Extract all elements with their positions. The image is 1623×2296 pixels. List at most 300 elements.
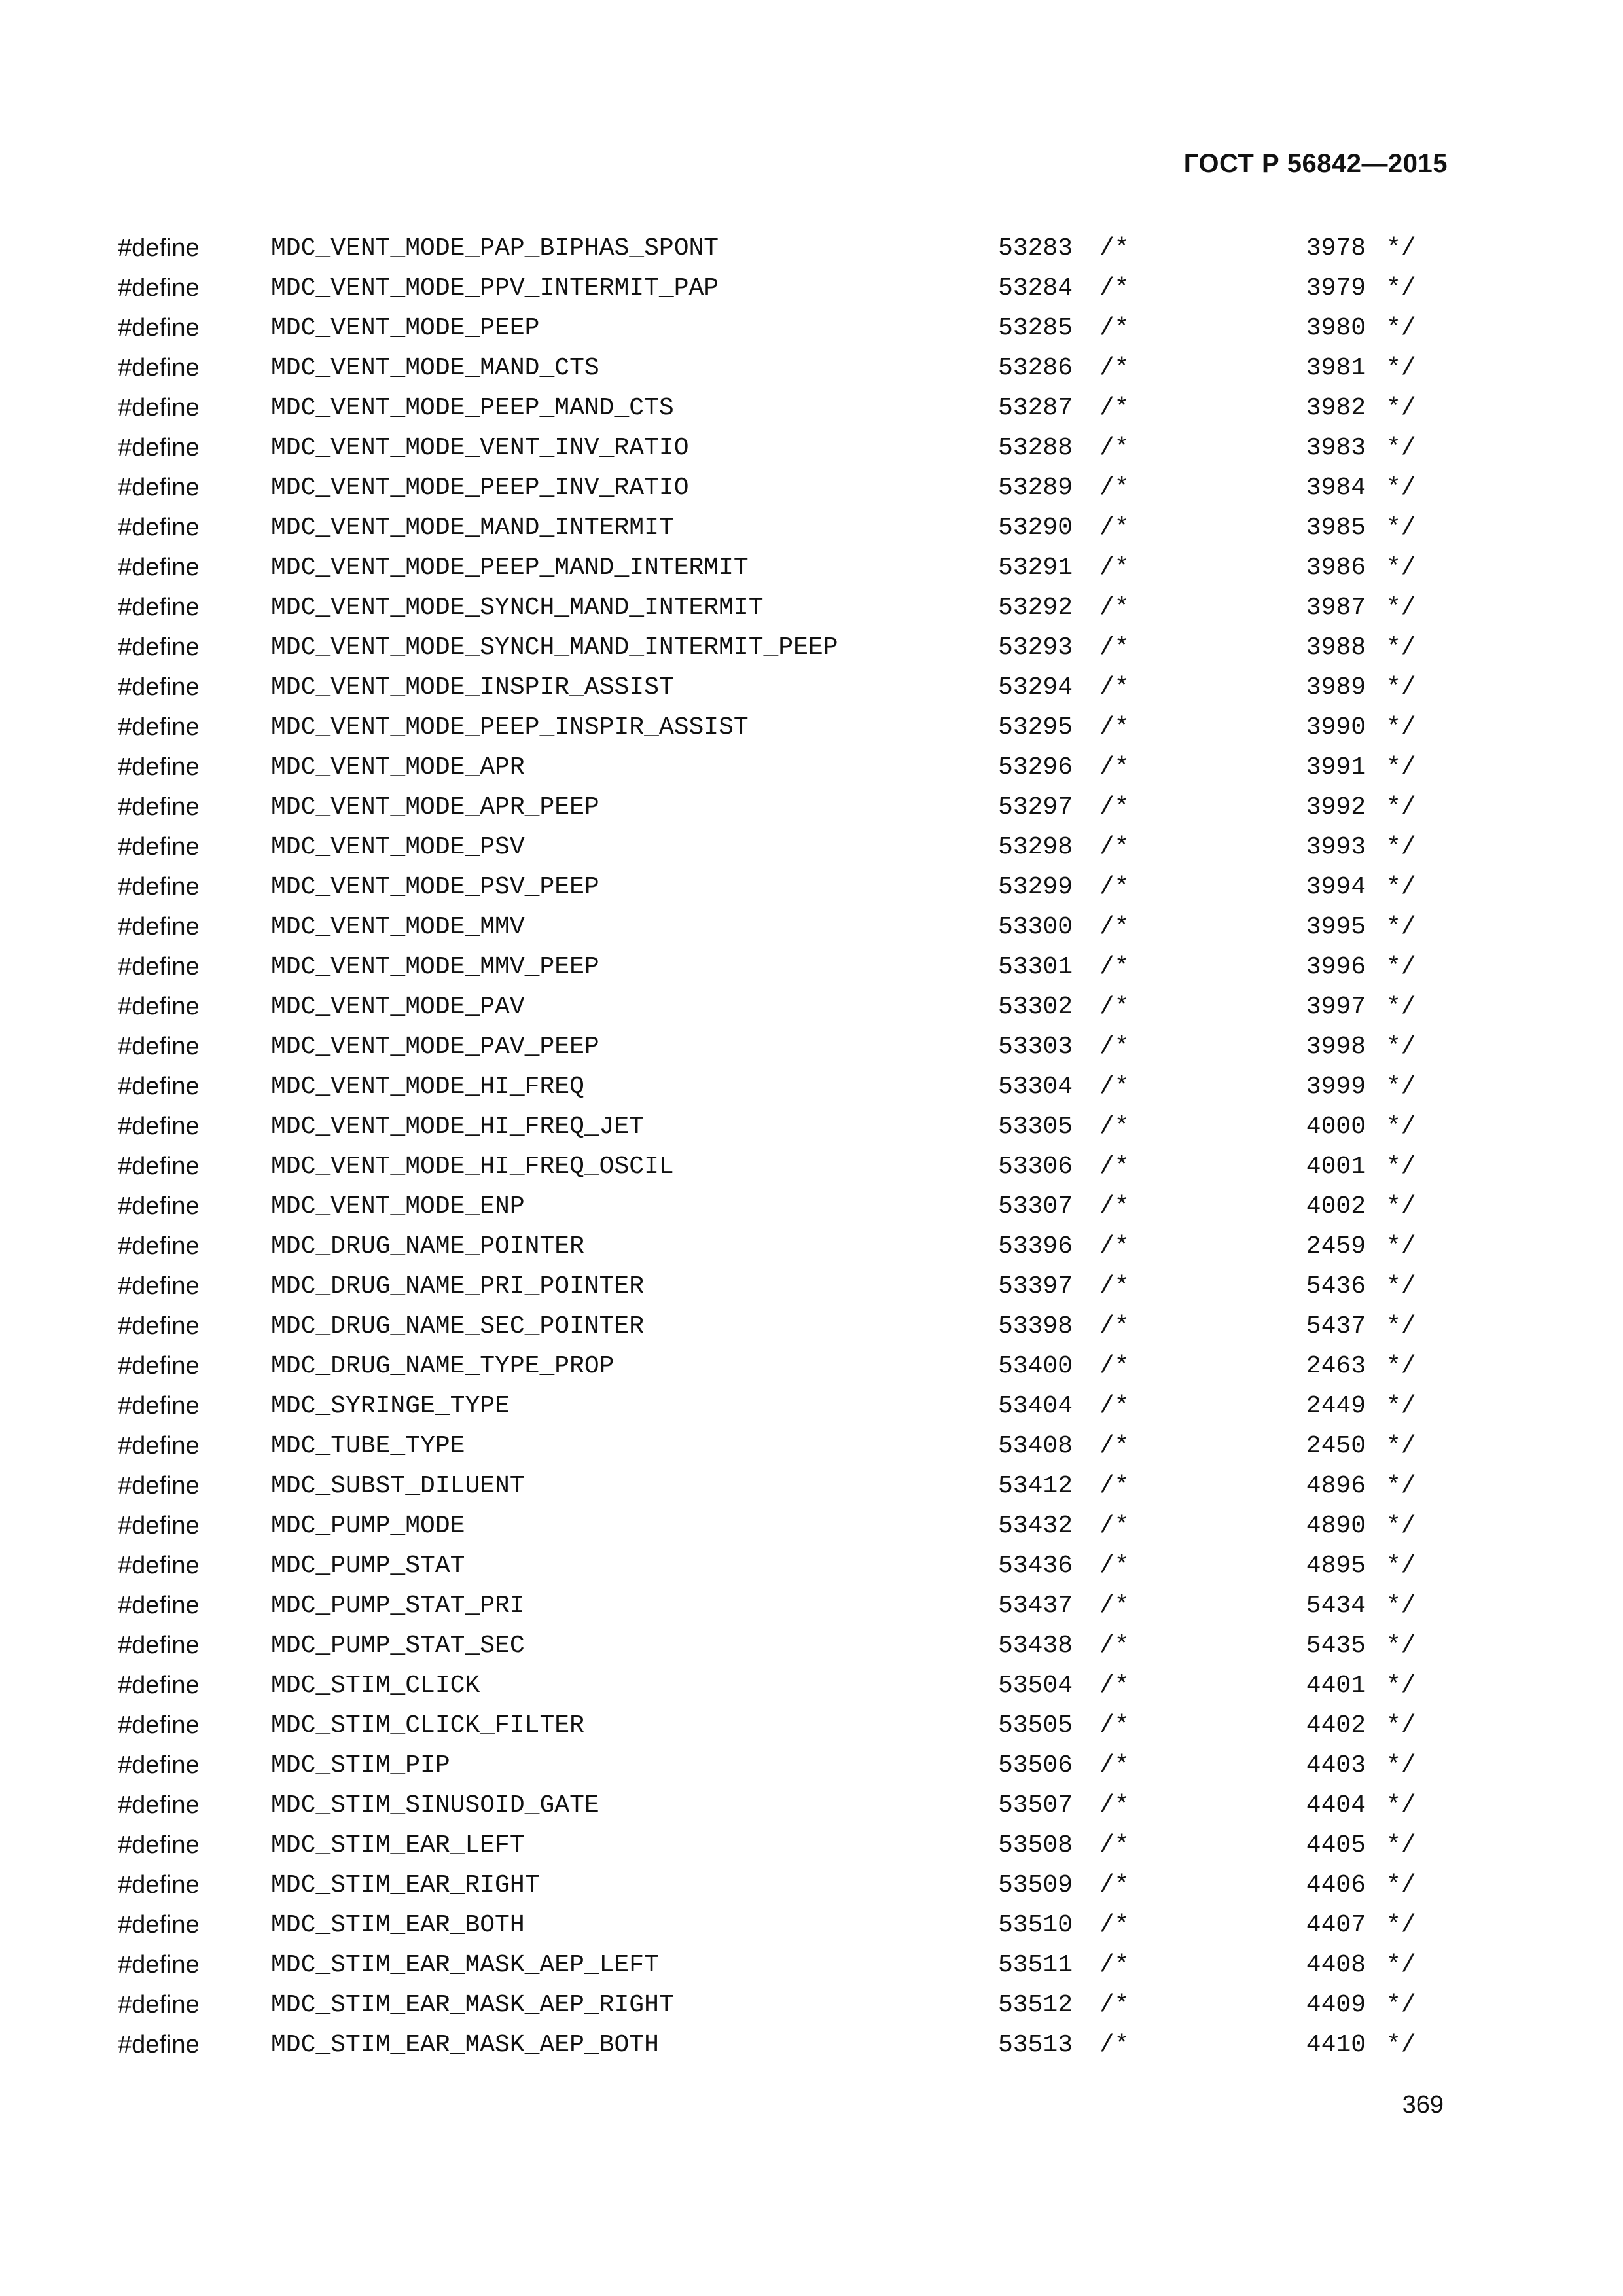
comment-close: */: [1386, 1073, 1416, 1101]
code-line: [0, 947, 1623, 987]
macro-value: 53289: [998, 474, 1073, 502]
comment-code: 5435: [1306, 1632, 1366, 1660]
comment-open: /*: [1099, 1512, 1130, 1540]
code-line: [0, 1945, 1623, 1985]
code-line: [0, 1905, 1623, 1945]
comment-open: /*: [1099, 1193, 1130, 1221]
comment-close: */: [1386, 1632, 1416, 1660]
comment-close: */: [1386, 1033, 1416, 1061]
macro-name: MDC_DRUG_NAME_SEC_POINTER: [271, 1312, 645, 1340]
comment-code: 3998: [1306, 1033, 1366, 1061]
define-keyword: #define: [118, 793, 200, 821]
macro-name: MDC_PUMP_STAT_PRI: [271, 1592, 525, 1620]
code-line: [0, 1266, 1623, 1306]
macro-value: 53304: [998, 1073, 1073, 1101]
macro-name: MDC_VENT_MODE_MAND_INTERMIT: [271, 514, 674, 542]
comment-code: 3995: [1306, 913, 1366, 941]
macro-value: 53511: [998, 1951, 1073, 1979]
macro-value: 53292: [998, 594, 1073, 622]
comment-open: /*: [1099, 1672, 1130, 1700]
comment-code: 3989: [1306, 673, 1366, 702]
comment-code: 4001: [1306, 1153, 1366, 1181]
code-line: [0, 1386, 1623, 1426]
macro-value: 53307: [998, 1193, 1073, 1221]
comment-open: /*: [1099, 833, 1130, 861]
comment-close: */: [1386, 554, 1416, 582]
code-line: [0, 1506, 1623, 1546]
macro-name: MDC_VENT_MODE_PEEP_MAND_INTERMIT: [271, 554, 749, 582]
macro-name: MDC_VENT_MODE_HI_FREQ: [271, 1073, 584, 1101]
define-keyword: #define: [118, 1153, 200, 1180]
macro-name: MDC_SYRINGE_TYPE: [271, 1392, 510, 1420]
comment-open: /*: [1099, 1352, 1130, 1380]
macro-name: MDC_VENT_MODE_PAV_PEEP: [271, 1033, 599, 1061]
macro-value: 53302: [998, 993, 1073, 1021]
code-line: [0, 428, 1623, 468]
define-keyword: #define: [118, 2031, 200, 2058]
define-keyword: #define: [118, 1911, 200, 1939]
code-line: [0, 1426, 1623, 1466]
macro-value: 53293: [998, 634, 1073, 662]
macro-name: MDC_SUBST_DILUENT: [271, 1472, 525, 1500]
code-line: [0, 348, 1623, 388]
macro-name: MDC_VENT_MODE_PPV_INTERMIT_PAP: [271, 274, 719, 302]
comment-code: 4890: [1306, 1512, 1366, 1540]
macro-value: 53432: [998, 1512, 1073, 1540]
macro-name: MDC_STIM_PIP: [271, 1751, 450, 1780]
comment-open: /*: [1099, 394, 1130, 422]
define-keyword: #define: [118, 1951, 200, 1979]
page-number: 369: [1402, 2091, 1444, 2119]
define-keyword: #define: [118, 514, 200, 541]
comment-open: /*: [1099, 1751, 1130, 1780]
comment-open: /*: [1099, 2031, 1130, 2059]
comment-open: /*: [1099, 474, 1130, 502]
code-line: [0, 708, 1623, 747]
comment-code: 3984: [1306, 474, 1366, 502]
comment-open: /*: [1099, 314, 1130, 342]
macro-name: MDC_PUMP_STAT_SEC: [271, 1632, 525, 1660]
macro-name: MDC_VENT_MODE_PAV: [271, 993, 525, 1021]
define-keyword: #define: [118, 1113, 200, 1140]
comment-close: */: [1386, 1552, 1416, 1580]
comment-code: 3980: [1306, 314, 1366, 342]
macro-value: 53508: [998, 1831, 1073, 1859]
code-line: [0, 1785, 1623, 1825]
comment-open: /*: [1099, 913, 1130, 941]
define-keyword: #define: [118, 1472, 200, 1499]
define-keyword: #define: [118, 234, 200, 262]
code-line: [0, 268, 1623, 308]
define-keyword: #define: [118, 1632, 200, 1659]
macro-name: MDC_VENT_MODE_PEEP_MAND_CTS: [271, 394, 674, 422]
macro-value: 53300: [998, 913, 1073, 941]
comment-code: 2449: [1306, 1392, 1366, 1420]
comment-close: */: [1386, 1232, 1416, 1261]
macro-value: 53437: [998, 1592, 1073, 1620]
code-line: [0, 1825, 1623, 1865]
comment-code: 4403: [1306, 1751, 1366, 1780]
comment-code: 4410: [1306, 2031, 1366, 2059]
define-keyword: #define: [118, 1193, 200, 1220]
code-line: [0, 228, 1623, 268]
define-keyword: #define: [118, 1712, 200, 1739]
comment-close: */: [1386, 354, 1416, 382]
comment-open: /*: [1099, 713, 1130, 742]
comment-close: */: [1386, 753, 1416, 781]
macro-value: 53291: [998, 554, 1073, 582]
comment-code: 3992: [1306, 793, 1366, 821]
macro-name: MDC_VENT_MODE_MAND_CTS: [271, 354, 599, 382]
define-keyword: #define: [118, 1592, 200, 1619]
macro-value: 53303: [998, 1033, 1073, 1061]
macro-name: MDC_STIM_CLICK: [271, 1672, 480, 1700]
comment-open: /*: [1099, 234, 1130, 262]
macro-name: MDC_DRUG_NAME_POINTER: [271, 1232, 584, 1261]
comment-close: */: [1386, 1392, 1416, 1420]
comment-code: 3994: [1306, 873, 1366, 901]
comment-open: /*: [1099, 1472, 1130, 1500]
macro-value: 53306: [998, 1153, 1073, 1181]
define-keyword: #define: [118, 753, 200, 781]
comment-close: */: [1386, 1751, 1416, 1780]
macro-name: MDC_TUBE_TYPE: [271, 1432, 465, 1460]
macro-name: MDC_DRUG_NAME_TYPE_PROP: [271, 1352, 615, 1380]
comment-code: 4409: [1306, 1991, 1366, 2019]
comment-code: 3996: [1306, 953, 1366, 981]
macro-value: 53296: [998, 753, 1073, 781]
comment-code: 3987: [1306, 594, 1366, 622]
define-keyword: #define: [118, 314, 200, 342]
macro-name: MDC_STIM_EAR_LEFT: [271, 1831, 525, 1859]
comment-code: 3999: [1306, 1073, 1366, 1101]
macro-name: MDC_VENT_MODE_HI_FREQ_JET: [271, 1113, 645, 1141]
macro-value: 53396: [998, 1232, 1073, 1261]
macro-name: MDC_STIM_SINUSOID_GATE: [271, 1791, 599, 1820]
comment-code: 3985: [1306, 514, 1366, 542]
define-keyword: #define: [118, 554, 200, 581]
define-keyword: #define: [118, 1033, 200, 1060]
define-keyword: #define: [118, 1871, 200, 1899]
comment-open: /*: [1099, 793, 1130, 821]
code-line: [0, 1227, 1623, 1266]
comment-close: */: [1386, 314, 1416, 342]
define-keyword: #define: [118, 833, 200, 861]
define-keyword: #define: [118, 474, 200, 501]
define-keyword: #define: [118, 354, 200, 382]
code-line: [0, 1027, 1623, 1067]
define-keyword: #define: [118, 1312, 200, 1340]
macro-name: MDC_VENT_MODE_APR: [271, 753, 525, 781]
comment-code: 5436: [1306, 1272, 1366, 1300]
macro-name: MDC_STIM_CLICK_FILTER: [271, 1712, 584, 1740]
comment-open: /*: [1099, 1712, 1130, 1740]
macro-name: MDC_STIM_EAR_MASK_AEP_RIGHT: [271, 1991, 674, 2019]
comment-open: /*: [1099, 1592, 1130, 1620]
comment-open: /*: [1099, 434, 1130, 462]
macro-name: MDC_VENT_MODE_PSV: [271, 833, 525, 861]
comment-open: /*: [1099, 1911, 1130, 1939]
macro-value: 53513: [998, 2031, 1073, 2059]
comment-open: /*: [1099, 514, 1130, 542]
macro-name: MDC_VENT_MODE_SYNCH_MAND_INTERMIT_PEEP: [271, 634, 838, 662]
macro-name: MDC_VENT_MODE_PAP_BIPHAS_SPONT: [271, 234, 719, 262]
macro-value: 53397: [998, 1272, 1073, 1300]
macro-name: MDC_VENT_MODE_SYNCH_MAND_INTERMIT: [271, 594, 764, 622]
define-keyword: #define: [118, 953, 200, 980]
comment-open: /*: [1099, 1831, 1130, 1859]
code-line: [0, 308, 1623, 348]
code-line: [0, 1865, 1623, 1905]
comment-close: */: [1386, 1911, 1416, 1939]
code-line: [0, 987, 1623, 1027]
comment-close: */: [1386, 514, 1416, 542]
code-line: [0, 867, 1623, 907]
comment-close: */: [1386, 1512, 1416, 1540]
comment-open: /*: [1099, 1432, 1130, 1460]
comment-code: 4002: [1306, 1193, 1366, 1221]
comment-close: */: [1386, 913, 1416, 941]
macro-name: MDC_STIM_EAR_BOTH: [271, 1911, 525, 1939]
macro-name: MDC_VENT_MODE_MMV: [271, 913, 525, 941]
comment-open: /*: [1099, 1991, 1130, 2019]
comment-code: 4408: [1306, 1951, 1366, 1979]
comment-close: */: [1386, 434, 1416, 462]
code-line: [0, 508, 1623, 548]
comment-close: */: [1386, 713, 1416, 742]
define-keyword: #define: [118, 274, 200, 302]
comment-close: */: [1386, 1991, 1416, 2019]
comment-open: /*: [1099, 673, 1130, 702]
macro-value: 53288: [998, 434, 1073, 462]
comment-close: */: [1386, 1113, 1416, 1141]
comment-open: /*: [1099, 594, 1130, 622]
macro-name: MDC_VENT_MODE_MMV_PEEP: [271, 953, 599, 981]
code-line: [0, 1306, 1623, 1346]
macro-value: 53505: [998, 1712, 1073, 1740]
comment-open: /*: [1099, 1632, 1130, 1660]
comment-open: /*: [1099, 274, 1130, 302]
comment-close: */: [1386, 234, 1416, 262]
macro-value: 53438: [998, 1632, 1073, 1660]
code-line: [0, 1626, 1623, 1666]
macro-value: 53506: [998, 1751, 1073, 1780]
comment-close: */: [1386, 2031, 1416, 2059]
comment-close: */: [1386, 1672, 1416, 1700]
code-line: [0, 468, 1623, 508]
define-keyword: #define: [118, 1751, 200, 1779]
comment-code: 3983: [1306, 434, 1366, 462]
macro-name: MDC_VENT_MODE_PEEP_INV_RATIO: [271, 474, 689, 502]
comment-close: */: [1386, 673, 1416, 702]
comment-code: 5437: [1306, 1312, 1366, 1340]
comment-close: */: [1386, 1592, 1416, 1620]
comment-open: /*: [1099, 1871, 1130, 1899]
macro-value: 53297: [998, 793, 1073, 821]
comment-code: 4402: [1306, 1712, 1366, 1740]
code-line: [0, 628, 1623, 668]
define-keyword: #define: [118, 1991, 200, 2018]
macro-name: MDC_STIM_EAR_MASK_AEP_LEFT: [271, 1951, 659, 1979]
comment-code: 2463: [1306, 1352, 1366, 1380]
comment-code: 3979: [1306, 274, 1366, 302]
comment-open: /*: [1099, 953, 1130, 981]
comment-close: */: [1386, 1951, 1416, 1979]
code-line: [0, 1147, 1623, 1187]
comment-code: 4895: [1306, 1552, 1366, 1580]
macro-name: MDC_VENT_MODE_PEEP: [271, 314, 540, 342]
code-line: [0, 827, 1623, 867]
macro-value: 53295: [998, 713, 1073, 742]
define-keyword: #define: [118, 873, 200, 901]
define-keyword: #define: [118, 1073, 200, 1100]
comment-code: 3990: [1306, 713, 1366, 742]
comment-open: /*: [1099, 1272, 1130, 1300]
macro-value: 53404: [998, 1392, 1073, 1420]
comment-close: */: [1386, 993, 1416, 1021]
code-line: [0, 1346, 1623, 1386]
macro-name: MDC_PUMP_MODE: [271, 1512, 465, 1540]
comment-close: */: [1386, 1712, 1416, 1740]
define-keyword: #define: [118, 634, 200, 661]
comment-code: 3993: [1306, 833, 1366, 861]
comment-code: 4000: [1306, 1113, 1366, 1141]
comment-open: /*: [1099, 554, 1130, 582]
macro-name: MDC_VENT_MODE_VENT_INV_RATIO: [271, 434, 689, 462]
macro-name: MDC_VENT_MODE_HI_FREQ_OSCIL: [271, 1153, 674, 1181]
comment-close: */: [1386, 634, 1416, 662]
comment-code: 3978: [1306, 234, 1366, 262]
comment-close: */: [1386, 793, 1416, 821]
comment-close: */: [1386, 1312, 1416, 1340]
macro-value: 53294: [998, 673, 1073, 702]
macro-value: 53398: [998, 1312, 1073, 1340]
comment-open: /*: [1099, 1232, 1130, 1261]
define-keyword: #define: [118, 434, 200, 461]
macro-name: MDC_VENT_MODE_INSPIR_ASSIST: [271, 673, 674, 702]
code-line: [0, 1067, 1623, 1107]
macro-value: 53286: [998, 354, 1073, 382]
macro-value: 53400: [998, 1352, 1073, 1380]
code-line: [0, 1586, 1623, 1626]
code-line: [0, 1746, 1623, 1785]
comment-close: */: [1386, 1153, 1416, 1181]
macro-name: MDC_PUMP_STAT: [271, 1552, 465, 1580]
macro-name: MDC_STIM_EAR_RIGHT: [271, 1871, 540, 1899]
define-keyword: #define: [118, 1232, 200, 1260]
comment-close: */: [1386, 1791, 1416, 1820]
macro-value: 53504: [998, 1672, 1073, 1700]
comment-code: 4405: [1306, 1831, 1366, 1859]
macro-name: MDC_VENT_MODE_PSV_PEEP: [271, 873, 599, 901]
macro-value: 53299: [998, 873, 1073, 901]
define-keyword: #define: [118, 394, 200, 422]
comment-code: 3981: [1306, 354, 1366, 382]
comment-code: 3982: [1306, 394, 1366, 422]
code-line: [0, 747, 1623, 787]
code-line: [0, 1187, 1623, 1227]
comment-code: 3991: [1306, 753, 1366, 781]
macro-name: MDC_DRUG_NAME_PRI_POINTER: [271, 1272, 645, 1300]
macro-value: 53290: [998, 514, 1073, 542]
comment-close: */: [1386, 1272, 1416, 1300]
comment-open: /*: [1099, 1073, 1130, 1101]
macro-value: 53412: [998, 1472, 1073, 1500]
comment-close: */: [1386, 1432, 1416, 1460]
define-keyword: #define: [118, 1392, 200, 1420]
macro-value: 53408: [998, 1432, 1073, 1460]
comment-close: */: [1386, 1871, 1416, 1899]
comment-open: /*: [1099, 1392, 1130, 1420]
code-line: [0, 907, 1623, 947]
comment-open: /*: [1099, 1951, 1130, 1979]
macro-name: MDC_VENT_MODE_ENP: [271, 1193, 525, 1221]
comment-code: 5434: [1306, 1592, 1366, 1620]
code-line: [0, 588, 1623, 628]
code-line: [0, 1546, 1623, 1586]
comment-open: /*: [1099, 354, 1130, 382]
macro-value: 53298: [998, 833, 1073, 861]
macro-value: 53301: [998, 953, 1073, 981]
code-line: [0, 2025, 1623, 2065]
comment-close: */: [1386, 394, 1416, 422]
define-keyword: #define: [118, 913, 200, 941]
comment-close: */: [1386, 274, 1416, 302]
code-line: [0, 668, 1623, 708]
comment-close: */: [1386, 873, 1416, 901]
define-list: [0, 228, 1623, 2065]
define-keyword: #define: [118, 1672, 200, 1699]
comment-open: /*: [1099, 1153, 1130, 1181]
code-line: [0, 1706, 1623, 1746]
define-keyword: #define: [118, 594, 200, 621]
define-keyword: #define: [118, 1552, 200, 1579]
comment-open: /*: [1099, 1033, 1130, 1061]
comment-open: /*: [1099, 1312, 1130, 1340]
define-keyword: #define: [118, 1432, 200, 1460]
define-keyword: #define: [118, 1352, 200, 1380]
define-keyword: #define: [118, 713, 200, 741]
macro-value: 53285: [998, 314, 1073, 342]
comment-close: */: [1386, 1193, 1416, 1221]
comment-code: 4404: [1306, 1791, 1366, 1820]
comment-close: */: [1386, 1472, 1416, 1500]
comment-open: /*: [1099, 1113, 1130, 1141]
code-line: [0, 1666, 1623, 1706]
code-line: [0, 1466, 1623, 1506]
comment-code: 2459: [1306, 1232, 1366, 1261]
code-line: [0, 548, 1623, 588]
code-line: [0, 388, 1623, 428]
define-keyword: #define: [118, 1512, 200, 1539]
macro-value: 53509: [998, 1871, 1073, 1899]
macro-name: MDC_VENT_MODE_PEEP_INSPIR_ASSIST: [271, 713, 749, 742]
macro-value: 53287: [998, 394, 1073, 422]
macro-value: 53512: [998, 1991, 1073, 2019]
define-keyword: #define: [118, 673, 200, 701]
comment-code: 3997: [1306, 993, 1366, 1021]
code-line: [0, 1107, 1623, 1147]
define-keyword: #define: [118, 1272, 200, 1300]
macro-name: MDC_STIM_EAR_MASK_AEP_BOTH: [271, 2031, 659, 2059]
comment-close: */: [1386, 1352, 1416, 1380]
code-line: [0, 1985, 1623, 2025]
define-keyword: #define: [118, 1831, 200, 1859]
define-keyword: #define: [118, 993, 200, 1020]
comment-close: */: [1386, 953, 1416, 981]
comment-open: /*: [1099, 753, 1130, 781]
comment-code: 4401: [1306, 1672, 1366, 1700]
